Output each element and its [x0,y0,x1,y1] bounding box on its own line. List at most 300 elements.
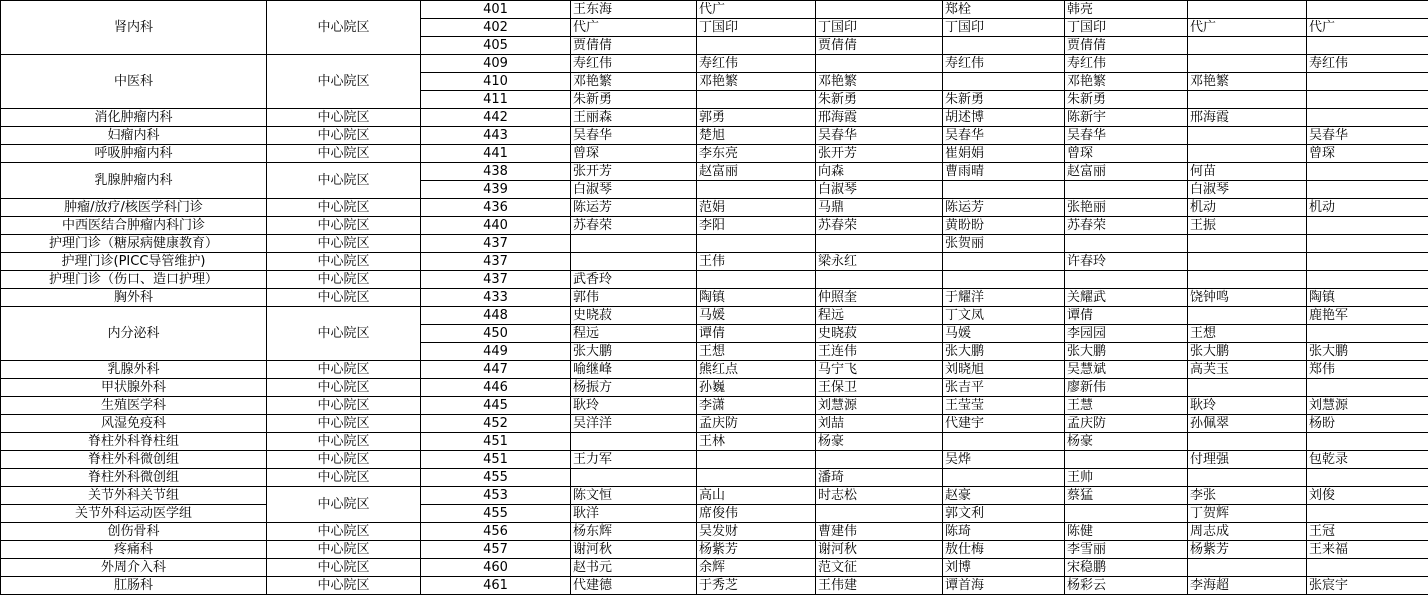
doctor-cell: 谢河秋 [571,541,697,559]
doctor-cell: 曾琛 [1307,145,1428,163]
department-cell: 中西医结合肿瘤内科门诊 [1,217,267,235]
table-row [1,379,1428,397]
doctor-cell [1307,433,1428,451]
doctor-cell: 余辉 [697,559,816,577]
doctor-cell: 李园园 [1065,325,1188,343]
room-number-cell: 461 [421,577,571,595]
doctor-cell: 孟庆防 [697,415,816,433]
doctor-cell: 宋稳鹏 [1065,559,1188,577]
room-number-cell: 452 [421,415,571,433]
table-row [1,361,1428,379]
doctor-cell: 韩亮 [1065,1,1188,19]
doctor-cell [1307,163,1428,181]
campus-cell: 中心院区 [267,1,421,55]
doctor-cell: 赵富丽 [697,163,816,181]
doctor-cell: 王莹莹 [943,397,1065,415]
table-row [1,415,1428,433]
doctor-cell: 孙佩翠 [1188,415,1307,433]
doctor-cell [1307,1,1428,19]
campus-cell: 中心院区 [267,217,421,235]
doctor-cell [1188,235,1307,253]
doctor-cell: 耿洋 [571,505,697,523]
department-cell: 护理门诊(PICC导管维护) [1,253,267,271]
table-row [1,145,1428,163]
room-number-cell: 437 [421,271,571,289]
doctor-cell: 王慧 [1065,397,1188,415]
doctor-cell: 李潇 [697,397,816,415]
table-row [1,523,1428,541]
department-cell: 消化肿瘤内科 [1,109,267,127]
doctor-cell: 赵豪 [943,487,1065,505]
doctor-cell: 关耀武 [1065,289,1188,307]
doctor-cell: 于耀洋 [943,289,1065,307]
doctor-cell: 付理强 [1188,451,1307,469]
table-row [1,559,1428,577]
room-number-cell: 451 [421,433,571,451]
doctor-cell: 张艳丽 [1065,199,1188,217]
campus-cell: 中心院区 [267,235,421,253]
doctor-cell: 代广 [1307,19,1428,37]
table-row [1,451,1428,469]
campus-cell: 中心院区 [267,127,421,145]
department-cell: 甲状腺外科 [1,379,267,397]
table-row [1,271,1428,289]
doctor-cell: 代建德 [571,577,697,595]
doctor-cell: 吴春华 [1307,127,1428,145]
doctor-cell [1065,235,1188,253]
doctor-cell: 邓艳繁 [816,73,943,91]
doctor-cell: 程远 [816,307,943,325]
room-number-cell: 450 [421,325,571,343]
doctor-cell [943,73,1065,91]
doctor-cell: 郭勇 [697,109,816,127]
room-number-cell: 437 [421,253,571,271]
doctor-cell [697,469,816,487]
doctor-cell: 高山 [697,487,816,505]
doctor-cell: 王林 [697,433,816,451]
doctor-cell: 谭倩 [1065,307,1188,325]
doctor-cell: 苏春荣 [1065,217,1188,235]
doctor-cell: 史晓菽 [816,325,943,343]
doctor-cell [816,271,943,289]
doctor-cell: 仲照奎 [816,289,943,307]
department-cell: 关节外科运动医学组 [1,505,267,523]
doctor-cell: 程远 [571,325,697,343]
doctor-cell: 许春玲 [1065,253,1188,271]
doctor-cell: 寿红伟 [1307,55,1428,73]
doctor-cell: 郭文利 [943,505,1065,523]
campus-cell: 中心院区 [267,253,421,271]
table-row [1,469,1428,487]
doctor-cell: 熊红点 [697,361,816,379]
doctor-cell: 孟庆防 [1065,415,1188,433]
department-cell: 乳腺肿瘤内科 [1,163,267,199]
department-cell: 肛肠科 [1,577,267,595]
doctor-cell: 杨盼 [1307,415,1428,433]
department-cell: 胸外科 [1,289,267,307]
doctor-cell [1307,37,1428,55]
doctor-cell: 王伟建 [816,577,943,595]
doctor-cell: 王振 [1188,217,1307,235]
department-cell: 肾内科 [1,1,267,55]
doctor-cell: 杨豪 [1065,433,1188,451]
doctor-cell: 谭倩 [697,325,816,343]
doctor-cell [697,235,816,253]
doctor-cell: 史晓菽 [571,307,697,325]
doctor-cell: 李海超 [1188,577,1307,595]
campus-cell: 中心院区 [267,55,421,109]
table-row [1,577,1428,595]
doctor-cell [1188,253,1307,271]
doctor-cell: 刘喆 [816,415,943,433]
doctor-cell [1307,235,1428,253]
doctor-cell: 朱新勇 [571,91,697,109]
doctor-cell: 杨紫芳 [697,541,816,559]
doctor-cell: 饶钟鸣 [1188,289,1307,307]
doctor-cell: 丁国印 [697,19,816,37]
doctor-cell: 贾倩倩 [571,37,697,55]
doctor-cell [571,469,697,487]
doctor-cell: 李张 [1188,487,1307,505]
doctor-cell: 马宁飞 [816,361,943,379]
doctor-cell: 李阳 [697,217,816,235]
doctor-cell: 陈新宇 [1065,109,1188,127]
doctor-cell: 吴烨 [943,451,1065,469]
doctor-cell: 机动 [1188,199,1307,217]
room-number-cell: 451 [421,451,571,469]
room-number-cell: 410 [421,73,571,91]
doctor-cell: 高芙玉 [1188,361,1307,379]
doctor-cell: 潘琦 [816,469,943,487]
doctor-cell [1188,271,1307,289]
doctor-cell [1307,271,1428,289]
campus-cell: 中心院区 [267,523,421,541]
doctor-cell: 刘慧源 [816,397,943,415]
doctor-cell [1065,451,1188,469]
department-cell: 呼吸肿瘤内科 [1,145,267,163]
room-number-cell: 433 [421,289,571,307]
table-row [1,55,1428,73]
doctor-cell [1188,37,1307,55]
campus-cell: 中心院区 [267,451,421,469]
room-number-cell: 401 [421,1,571,19]
doctor-cell: 代广 [697,1,816,19]
doctor-cell: 杨彩云 [1065,577,1188,595]
doctor-cell: 张大鹏 [943,343,1065,361]
room-number-cell: 409 [421,55,571,73]
doctor-cell: 范娟 [697,199,816,217]
doctor-cell: 王冠 [1307,523,1428,541]
room-number-cell: 443 [421,127,571,145]
doctor-cell [1188,145,1307,163]
department-cell: 肿瘤/放疗/核医学科门诊 [1,199,267,217]
room-number-cell: 439 [421,181,571,199]
doctor-cell: 张大鹏 [1307,343,1428,361]
doctor-cell: 丁国印 [943,19,1065,37]
doctor-cell [943,253,1065,271]
doctor-cell [943,37,1065,55]
doctor-cell: 吴春华 [1065,127,1188,145]
room-number-cell: 453 [421,487,571,505]
campus-cell: 中心院区 [267,487,421,523]
doctor-cell: 杨豪 [816,433,943,451]
doctor-cell: 梁永红 [816,253,943,271]
room-number-cell: 455 [421,505,571,523]
doctor-cell: 丁国印 [816,19,943,37]
doctor-cell [816,55,943,73]
doctor-cell: 朱新勇 [1065,91,1188,109]
doctor-cell: 何苗 [1188,163,1307,181]
room-number-cell: 437 [421,235,571,253]
doctor-cell: 寿红伟 [571,55,697,73]
doctor-cell [1188,469,1307,487]
doctor-cell: 贾倩倩 [816,37,943,55]
doctor-cell: 谭首海 [943,577,1065,595]
campus-cell: 中心院区 [267,469,421,487]
campus-cell: 中心院区 [267,577,421,595]
doctor-cell: 赵富丽 [1065,163,1188,181]
doctor-cell: 王帅 [1065,469,1188,487]
doctor-cell [1188,1,1307,19]
doctor-cell: 刘慧源 [1307,397,1428,415]
room-number-cell: 442 [421,109,571,127]
doctor-cell: 张大鹏 [1188,343,1307,361]
doctor-cell: 杨紫芳 [1188,541,1307,559]
room-number-cell: 411 [421,91,571,109]
doctor-cell [943,271,1065,289]
doctor-cell [697,451,816,469]
campus-cell: 中心院区 [267,271,421,289]
table-row [1,253,1428,271]
doctor-cell: 苏春荣 [816,217,943,235]
department-cell: 妇瘤内科 [1,127,267,145]
table-row [1,289,1428,307]
department-cell: 脊柱外科微创组 [1,451,267,469]
doctor-cell: 邢海霞 [1188,109,1307,127]
doctor-cell: 王东海 [571,1,697,19]
doctor-cell: 席俊伟 [697,505,816,523]
department-cell: 脊柱外科微创组 [1,469,267,487]
doctor-cell [1188,307,1307,325]
doctor-cell: 范文征 [816,559,943,577]
doctor-cell: 蔡猛 [1065,487,1188,505]
doctor-cell: 代广 [1188,19,1307,37]
doctor-cell: 吴洋洋 [571,415,697,433]
doctor-cell: 包乾录 [1307,451,1428,469]
doctor-cell: 机动 [1307,199,1428,217]
campus-cell: 中心院区 [267,289,421,307]
doctor-cell: 喻继峰 [571,361,697,379]
doctor-cell [1065,181,1188,199]
department-cell: 护理门诊（糖尿病健康教育） [1,235,267,253]
doctor-cell: 鹿艳军 [1307,307,1428,325]
doctor-cell: 刘晓旭 [943,361,1065,379]
table-row [1,235,1428,253]
table-row [1,397,1428,415]
doctor-cell: 马媛 [943,325,1065,343]
department-cell: 关节外科关节组 [1,487,267,505]
doctor-cell [1307,559,1428,577]
doctor-cell: 郭伟 [571,289,697,307]
doctor-cell: 杨东辉 [571,523,697,541]
table-row [1,127,1428,145]
doctor-cell: 邢海霞 [816,109,943,127]
doctor-cell: 陈文恒 [571,487,697,505]
room-number-cell: 456 [421,523,571,541]
doctor-cell: 邓艳繁 [571,73,697,91]
table-row [1,163,1428,181]
doctor-cell: 黄盼盼 [943,217,1065,235]
doctor-cell: 丁国印 [1065,19,1188,37]
doctor-cell: 刘博 [943,559,1065,577]
doctor-cell: 白淑琴 [1188,181,1307,199]
doctor-cell [697,37,816,55]
doctor-cell [1307,181,1428,199]
doctor-cell: 耿玲 [571,397,697,415]
room-number-cell: 455 [421,469,571,487]
department-cell: 风湿免疫科 [1,415,267,433]
doctor-cell: 王丽森 [571,109,697,127]
doctor-cell: 于秀芝 [697,577,816,595]
doctor-cell: 武香玲 [571,271,697,289]
campus-cell: 中心院区 [267,361,421,379]
doctor-cell [1188,127,1307,145]
doctor-cell: 陶镇 [1307,289,1428,307]
department-cell: 创伤骨科 [1,523,267,541]
doctor-cell: 邓艳繁 [1065,73,1188,91]
doctor-cell [1307,109,1428,127]
doctor-cell: 王想 [697,343,816,361]
doctor-cell [1188,379,1307,397]
table-row [1,505,1428,523]
doctor-cell: 寿红伟 [697,55,816,73]
department-cell: 内分泌科 [1,307,267,361]
doctor-cell: 曾琛 [571,145,697,163]
campus-cell: 中心院区 [267,163,421,199]
doctor-cell: 向森 [816,163,943,181]
doctor-cell: 曹建伟 [816,523,943,541]
doctor-cell [1188,55,1307,73]
department-cell: 生殖医学科 [1,397,267,415]
room-number-cell: 446 [421,379,571,397]
doctor-cell [571,235,697,253]
room-number-cell: 457 [421,541,571,559]
doctor-cell [1307,505,1428,523]
doctor-cell: 张贺丽 [943,235,1065,253]
doctor-cell: 代广 [571,19,697,37]
doctor-cell [697,91,816,109]
doctor-cell: 孙巍 [697,379,816,397]
room-number-cell: 448 [421,307,571,325]
doctor-cell: 代建宇 [943,415,1065,433]
doctor-cell: 时志松 [816,487,943,505]
room-number-cell: 436 [421,199,571,217]
doctor-cell [1188,91,1307,109]
doctor-cell: 马媛 [697,307,816,325]
doctor-cell: 谢河秋 [816,541,943,559]
doctor-cell [1307,379,1428,397]
campus-cell: 中心院区 [267,415,421,433]
doctor-cell: 丁贺辉 [1188,505,1307,523]
doctor-cell: 张开芳 [571,163,697,181]
doctor-cell: 李东亮 [697,145,816,163]
department-cell: 脊柱外科脊柱组 [1,433,267,451]
department-cell: 乳腺外科 [1,361,267,379]
doctor-cell [1307,253,1428,271]
campus-cell: 中心院区 [267,541,421,559]
doctor-cell: 吴发财 [697,523,816,541]
doctor-cell: 郑栓 [943,1,1065,19]
doctor-cell: 朱新勇 [816,91,943,109]
doctor-cell: 贾倩倩 [1065,37,1188,55]
table-row [1,433,1428,451]
doctor-cell: 曾琛 [1065,145,1188,163]
doctor-cell: 邓艳繁 [697,73,816,91]
department-cell: 中医科 [1,55,267,109]
table-row [1,199,1428,217]
doctor-cell: 丁文凤 [943,307,1065,325]
doctor-cell [571,433,697,451]
campus-cell: 中心院区 [267,199,421,217]
table-row [1,1,1428,19]
doctor-cell: 吴春华 [571,127,697,145]
schedule-table-body [1,1,1428,595]
doctor-cell [943,433,1065,451]
doctor-cell: 寿红伟 [1065,55,1188,73]
doctor-cell: 张宸宇 [1307,577,1428,595]
room-number-cell: 402 [421,19,571,37]
doctor-cell [943,469,1065,487]
room-number-cell: 447 [421,361,571,379]
doctor-cell: 郑伟 [1307,361,1428,379]
doctor-cell: 朱新勇 [943,91,1065,109]
doctor-cell [1065,505,1188,523]
doctor-cell [816,1,943,19]
doctor-cell [571,253,697,271]
doctor-cell [697,181,816,199]
doctor-cell [816,451,943,469]
doctor-cell: 王保卫 [816,379,943,397]
room-number-cell: 405 [421,37,571,55]
room-number-cell: 440 [421,217,571,235]
doctor-cell: 寿红伟 [943,55,1065,73]
doctor-cell: 廖新伟 [1065,379,1188,397]
doctor-cell: 王想 [1188,325,1307,343]
campus-cell: 中心院区 [267,145,421,163]
doctor-cell: 吴慧斌 [1065,361,1188,379]
doctor-cell: 马鼎 [816,199,943,217]
doctor-cell: 吴春华 [943,127,1065,145]
department-cell: 外周介入科 [1,559,267,577]
doctor-cell: 苏春荣 [571,217,697,235]
doctor-cell: 楚旭 [697,127,816,145]
doctor-cell: 张开芳 [816,145,943,163]
doctor-cell: 王连伟 [816,343,943,361]
doctor-cell: 周志成 [1188,523,1307,541]
doctor-cell: 敖仕梅 [943,541,1065,559]
doctor-cell: 吴春华 [816,127,943,145]
doctor-cell: 陈运芳 [943,199,1065,217]
doctor-cell: 耿玲 [1188,397,1307,415]
doctor-cell: 陈健 [1065,523,1188,541]
table-row [1,487,1428,505]
room-number-cell: 441 [421,145,571,163]
doctor-cell: 王来福 [1307,541,1428,559]
department-cell: 疼痛科 [1,541,267,559]
room-number-cell: 449 [421,343,571,361]
doctor-cell: 陶镇 [697,289,816,307]
campus-cell: 中心院区 [267,397,421,415]
